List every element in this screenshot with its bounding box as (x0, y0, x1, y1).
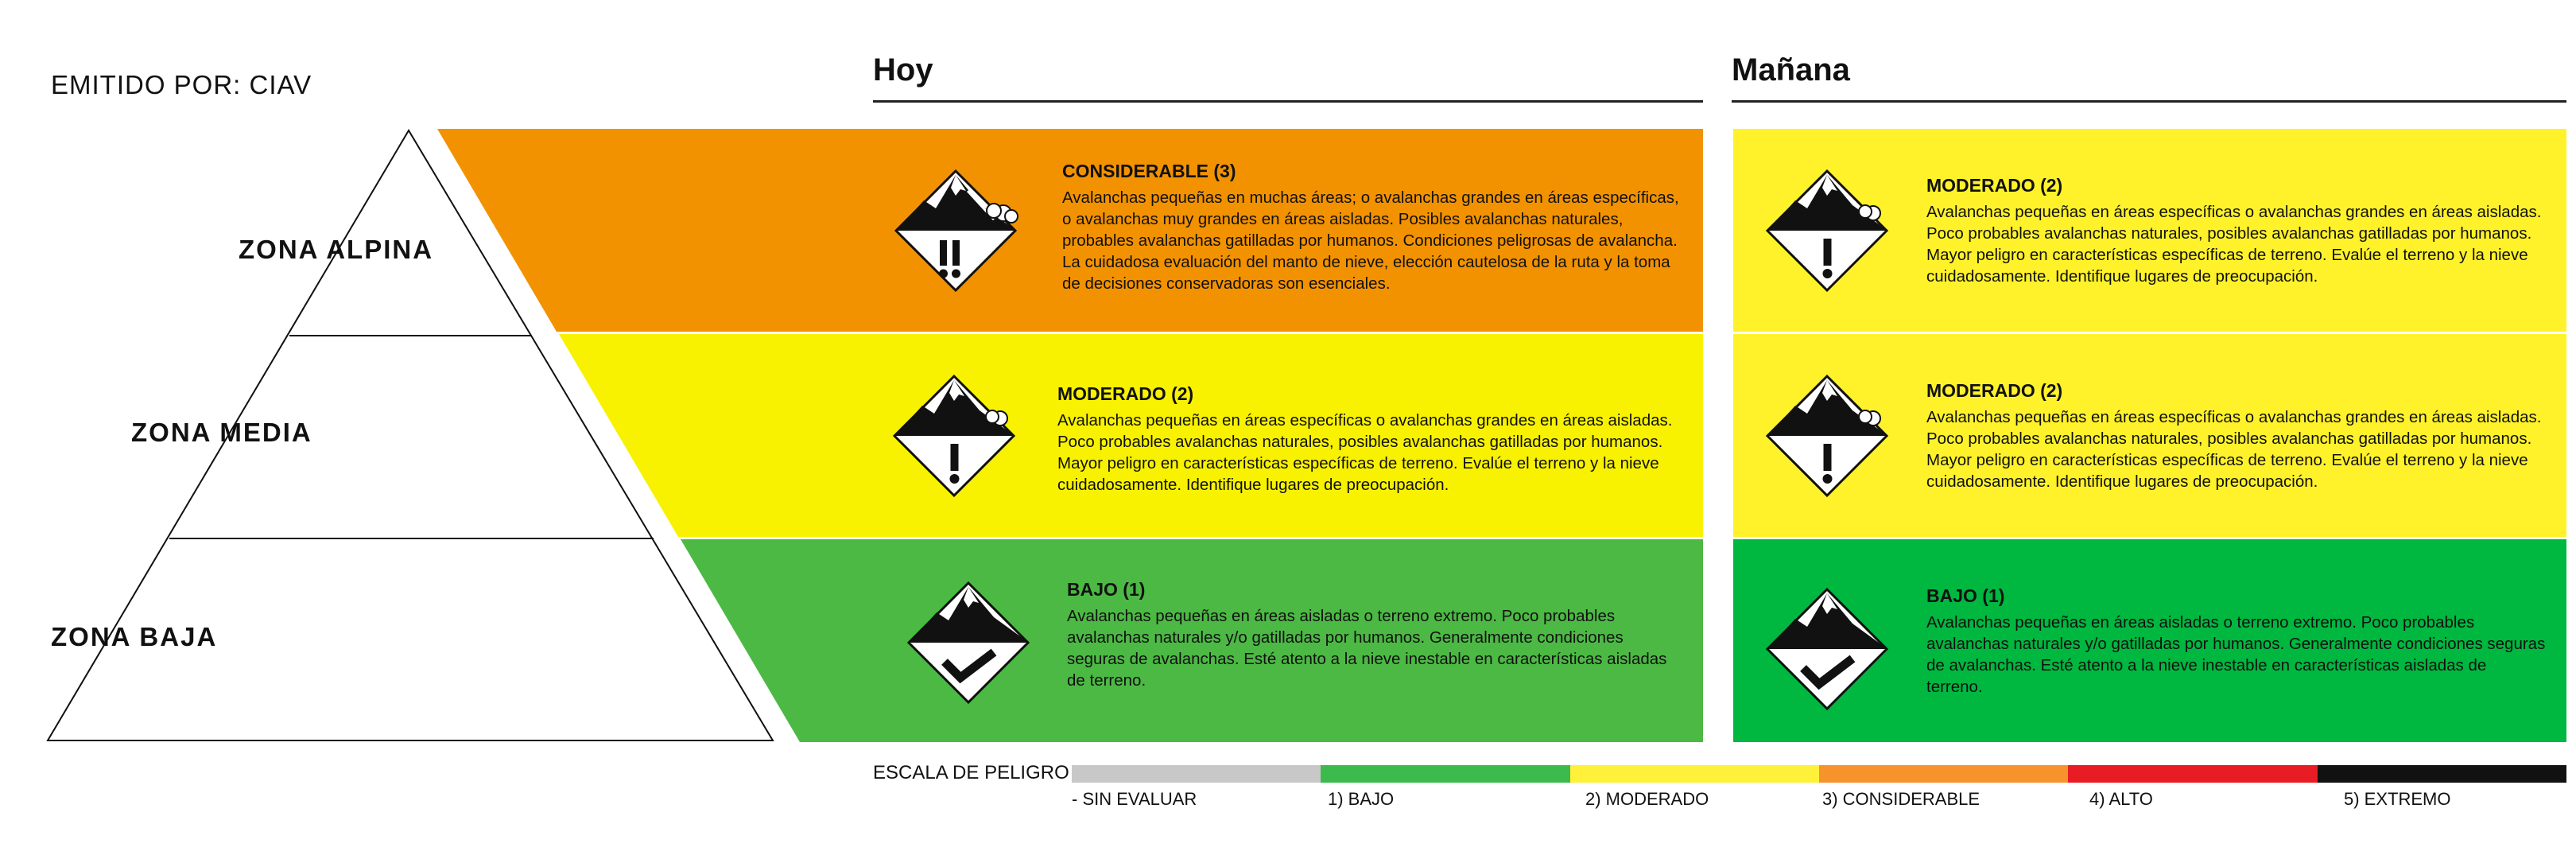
rating-description: Avalanchas pequeñas en áreas específicas o avalanchas grandes en áreas aisladas. Poco probables avalanchas naturales, posibles avalanchas gatilladas por humanos. Mayor peligro en características específicas de terreno. Evalúe el terreno y la nieve cuidadosamente. Identifique lugares de preocupación. (1926, 203, 2542, 286)
column-divider-tomorrow (1732, 100, 2566, 103)
column-title-tomorrow: Mañana (1732, 52, 1850, 87)
low-danger-icon (1763, 585, 1891, 713)
moderate-danger-icon (1763, 372, 1891, 499)
rating-description: Avalanchas pequeñas en áreas específicas o avalanchas grandes en áreas aisladas. Poco probables avalanchas naturales, posibles avalanchas gatilladas por humanos. Mayor peligro en características específicas de terreno. Evalúe el terreno y la nieve cuidadosamente. Identifique lugares de preocupación. (1057, 411, 1673, 494)
danger-scale-bar (1072, 765, 2566, 783)
scale-segment-low (1321, 765, 1569, 783)
scale-label-unrated: - SIN EVALUAR (1072, 789, 1197, 809)
scale-segment-unrated (1072, 765, 1321, 783)
column-divider-today (873, 100, 1703, 103)
issued-by-label: EMITIDO POR: CIAV (51, 70, 312, 99)
scale-label-low: 1) BAJO (1328, 789, 1395, 809)
moderate-danger-icon (1763, 167, 1891, 294)
scale-segment-considerable (1819, 765, 2068, 783)
scale-segment-moderate (1570, 765, 1819, 783)
column-title-today: Hoy (873, 52, 933, 87)
rating-tomorrow-baja (1926, 585, 2547, 698)
scale-label-high: 4) ALTO (2089, 789, 2153, 809)
rating-description: Avalanchas pequeñas en muchas áreas; o avalanchas grandes en áreas específicas, o avalanchas muy grandes en áreas aisladas. Posibles avalanchas naturales, probables avalanchas gatilladas por humanos. Condiciones peligrosas de avalancha. La cuidadosa evaluación del manto de nieve, elección cautelosa de la ruta y la toma de decisiones conservadoras son esenciales. (1062, 189, 1679, 293)
considerable-danger-icon (892, 167, 1019, 294)
zone-baja-label: ZONA BAJA (51, 622, 218, 651)
rating-tomorrow-alpina (1926, 175, 2547, 287)
rating-today-alpina (1062, 161, 1682, 294)
rating-title: CONSIDERABLE (3) (1062, 161, 1236, 181)
zone-alpina-label: ZONA ALPINA (239, 235, 434, 264)
rating-title: MODERADO (2) (1926, 175, 2063, 196)
rating-title: BAJO (1) (1926, 585, 2005, 606)
scale-label-extreme: 5) EXTREMO (2344, 789, 2451, 809)
danger-scale-label: ESCALA DE PELIGRO (873, 762, 1069, 783)
scale-label-considerable: 3) CONSIDERABLE (1822, 789, 1980, 809)
scale-segment-extreme (2318, 765, 2566, 783)
rating-today-baja (1067, 579, 1671, 691)
rating-description: Avalanchas pequeñas en áreas aisladas o terreno extremo. Poco probables avalanchas naturales y/o gatilladas por humanos. Generalmente condiciones seguras de avalanchas. Esté atento a la nieve inestable en características aisladas de terreno. (1926, 613, 2546, 696)
rating-description: Avalanchas pequeñas en áreas específicas o avalanchas grandes en áreas aisladas. Poco probables avalanchas naturales, posibles avalanchas gatilladas por humanos. Mayor peligro en características específicas de terreno. Evalúe el terreno y la nieve cuidadosamente. Identifique lugares de preocupación. (1926, 408, 2542, 491)
zone-media-label: ZONA MEDIA (131, 418, 312, 447)
moderate-danger-icon (890, 372, 1018, 499)
low-danger-icon (905, 579, 1032, 706)
rating-today-media (1057, 383, 1678, 496)
scale-segment-high (2068, 765, 2317, 783)
rating-tomorrow-media (1926, 380, 2547, 492)
rating-title: MODERADO (2) (1057, 383, 1194, 404)
rating-description: Avalanchas pequeñas en áreas aisladas o terreno extremo. Poco probables avalanchas naturales y/o gatilladas por humanos. Generalmente condiciones seguras de avalanchas. Esté atento a la nieve inestable en características aisladas de terreno. (1067, 607, 1667, 690)
scale-label-moderate: 2) MODERADO (1585, 789, 1709, 809)
rating-title: BAJO (1) (1067, 579, 1146, 600)
danger-scale-labels (1072, 789, 2566, 813)
rating-title: MODERADO (2) (1926, 380, 2063, 401)
